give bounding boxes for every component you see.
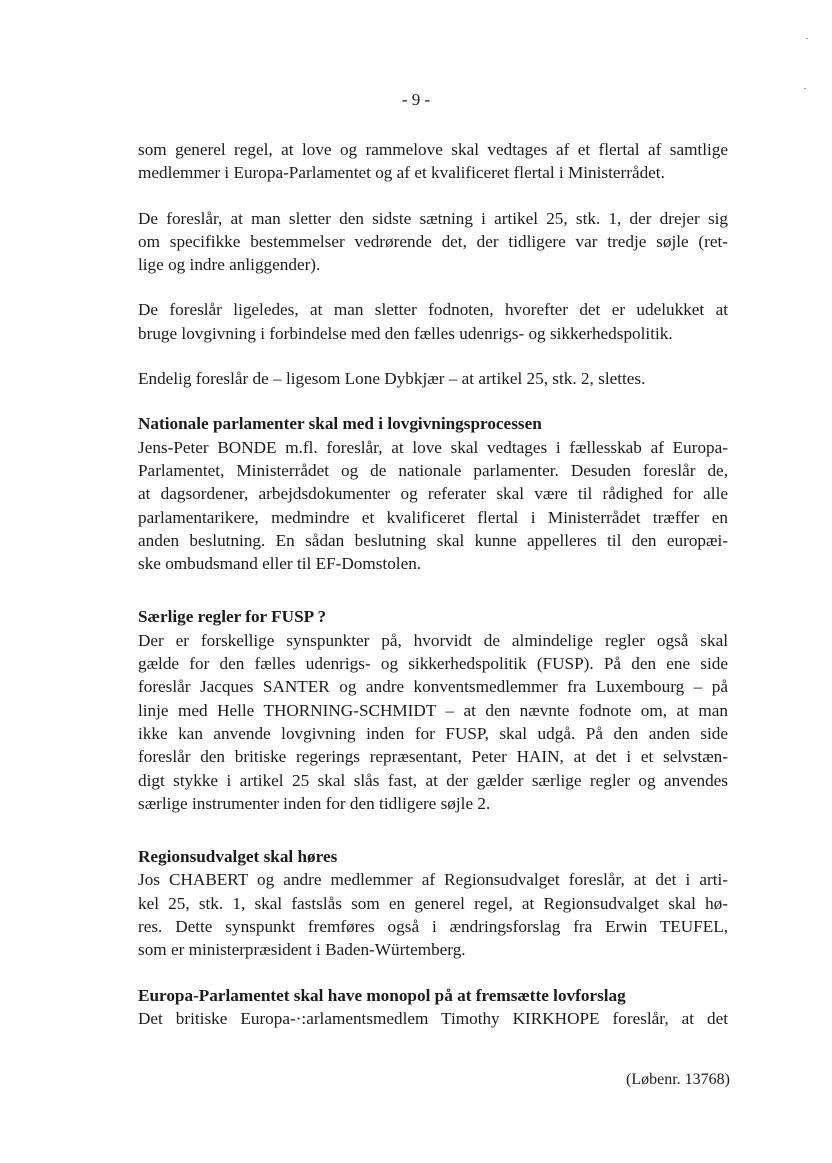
section-heading: Særlige regler for FUSP ?	[138, 607, 327, 627]
text-line: som generel regel, at love og rammelove skal vedtages af et flertal af samtlige	[138, 140, 728, 159]
text-line: kel 25, stk. 1, skal fastslås som en generel regel, at Regionsudvalget skal hø-	[138, 893, 728, 913]
text-line: foreslår Jacques SANTER og andre konventsmedlemmer fra Luxembourg – på	[138, 677, 728, 697]
text-line: Jos CHABERT og andre medlemmer af Regionsudvalget foreslår, at det i arti-	[138, 870, 728, 890]
text-line: anden beslutning. En sådan beslutning skal kunne appelleres til den europæi-	[138, 530, 728, 550]
paragraph	[138, 207, 728, 277]
text-line: bruge lovgivning i forbindelse med den fælles udenrigs- og sikkerhedspolitik.	[138, 323, 673, 343]
section	[138, 605, 728, 815]
paragraph	[138, 138, 728, 185]
text-line: ske ombudsmand eller til EF-Domstolen.	[138, 554, 422, 574]
section-heading: Nationale parlamenter skal med i lovgivningsprocessen	[138, 414, 542, 434]
text-line: foreslår den britiske regerings repræsentant, Peter HAIN, at det i et selvstæn-	[138, 747, 728, 767]
text-line: Der er forskellige synspunkter på, hvorvidt de almindelige regler også skal	[138, 630, 728, 650]
text-line: lige og indre anliggender).	[138, 255, 321, 275]
text-line: som er ministerpræsident i Baden-Würtemberg.	[138, 940, 466, 960]
text-line: Jens-Peter BONDE m.fl. foreslår, at love skal vedtages i fællesskab af Europa-	[138, 437, 728, 457]
page-number: - 9 -	[401, 90, 431, 109]
section	[138, 412, 728, 575]
text-line: Endelig foreslår de – ligesom Lone Dybkjær – at artikel 25, stk. 2, slettes.	[138, 369, 646, 389]
text-line: særlige instrumenter inden for den tidligere søjle 2.	[138, 793, 491, 813]
section-heading: Regionsudvalget skal høres	[138, 847, 338, 867]
document-body	[138, 138, 728, 1030]
text-line: ikke kan anvende lovgivning inden for FUSP, skal udgå. På den anden side	[138, 723, 728, 743]
text-line: om specifikke bestemmelser vedrørende det, der tidligere var tredje søjle (ret-	[138, 231, 728, 251]
text-line: De foreslår, at man sletter den sidste sætning i artikel 25, stk. 1, der drejer sig	[138, 208, 728, 228]
text-line: res. Dette synspunkt fremføres også i ændringsforslag fra Erwin TEUFEL,	[138, 917, 728, 937]
scan-speck	[806, 38, 808, 39]
text-line: gælde for den fælles udenrigs- og sikkerhedspolitik (FUSP). På den ene side	[138, 654, 728, 674]
text-line: medlemmer i Europa-Parlamentet og af et kvalificeret flertal i Ministerrådet.	[138, 163, 665, 183]
text-line: Parlamentet, Ministerrådet og de nationale parlamenter. Desuden foreslår de,	[138, 460, 728, 480]
text-line: De foreslår ligeledes, at man sletter fodnoten, hvorefter det er udelukket at	[138, 300, 728, 320]
document-reference-number: (Løbenr. 13768)	[626, 1071, 730, 1088]
text-line: digt stykke i artikel 25 skal slås fast, at der gælder særlige regler og anvendes	[138, 770, 728, 790]
text-line: Det britiske Europa-·:arlamentsmedlem Timothy KIRKHOPE foreslår, at det	[138, 1008, 728, 1028]
text-line: linje med Helle THORNING-SCHMIDT – at den nævnte fodnote om, at man	[138, 700, 728, 720]
text-line: parlamentarikere, medmindre et kvalificeret flertal i Ministerrådet træffer en	[138, 507, 728, 527]
text-line: at dagsordener, arbejdsdokumenter og referater skal være til rådighed for alle	[138, 484, 728, 504]
scan-speck	[804, 88, 806, 89]
section	[138, 984, 728, 1031]
paragraph	[138, 367, 728, 390]
section	[138, 845, 728, 961]
paragraph	[138, 298, 728, 345]
section-heading: Europa-Parlamentet skal have monopol på at fremsætte lovforslag	[138, 985, 626, 1005]
